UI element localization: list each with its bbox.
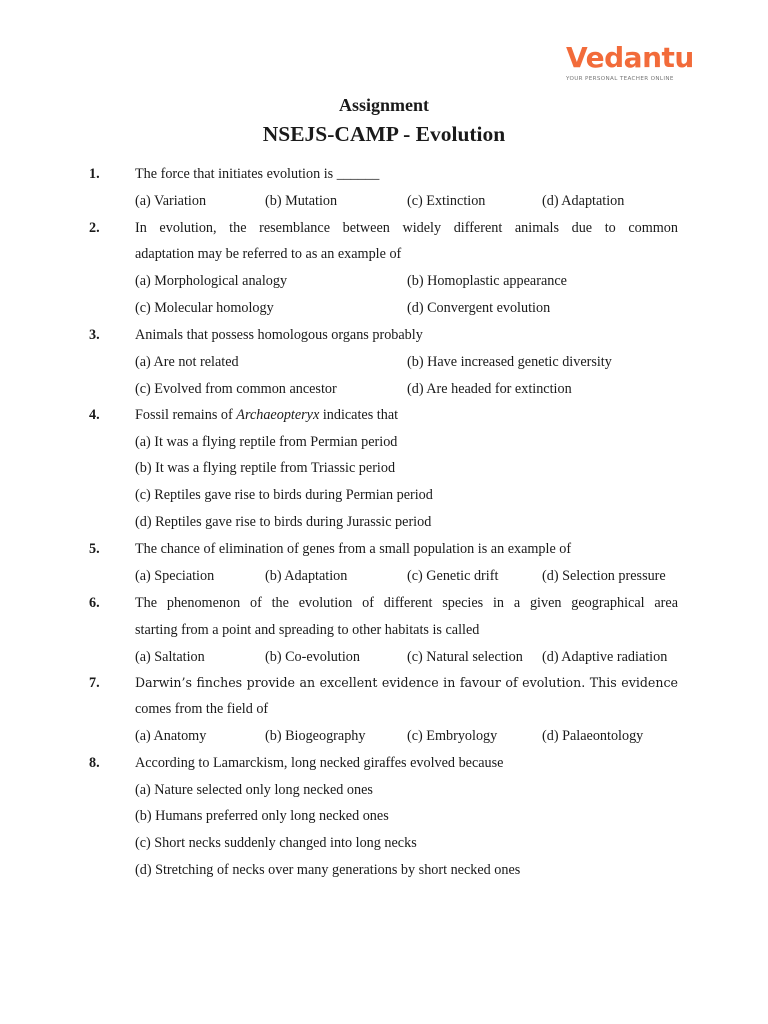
- option-b: (b) It was a flying reptile from Triassic period: [135, 460, 396, 476]
- option-c: (c) Embryology: [407, 728, 498, 744]
- option-a: (a) It was a flying reptile from Permian period: [135, 434, 398, 450]
- option-b: (b) Have increased genetic diversity: [407, 354, 612, 370]
- question-text: The force that initiates evolution is ______: [135, 166, 380, 182]
- logo-wordmark: Vedantu: [566, 41, 694, 74]
- option-d: (d) Convergent evolution: [407, 300, 551, 316]
- option-a: (a) Variation: [135, 193, 207, 209]
- option-b: (b) Biogeography: [265, 728, 366, 744]
- page-title: Assignment: [338, 95, 429, 115]
- option-a: (a) Are not related: [135, 354, 239, 370]
- option-d: (d) Stretching of necks over many generations by short necked ones: [135, 862, 521, 878]
- option-b: (b) Mutation: [265, 193, 338, 209]
- option-c: (c) Molecular homology: [135, 300, 274, 316]
- option-a: (a) Saltation: [135, 649, 205, 665]
- option-b: (b) Co-evolution: [265, 649, 360, 665]
- option-c: (c) Extinction: [407, 193, 486, 209]
- question-number: 2.: [89, 220, 100, 236]
- question-number: 7.: [89, 675, 100, 691]
- option-b: (b) Homoplastic appearance: [407, 273, 567, 289]
- page-subtitle: NSEJS-CAMP - Evolution: [262, 122, 506, 146]
- question-text: adaptation may be referred to as an example of: [135, 246, 402, 262]
- option-c: (c) Genetic drift: [407, 568, 499, 584]
- option-a: (a) Speciation: [135, 568, 215, 584]
- option-d: (d) Reptiles gave rise to birds during Jurassic period: [135, 514, 432, 530]
- option-c: (c) Natural selection: [407, 649, 523, 665]
- option-a: (a) Nature selected only long necked ones: [135, 782, 373, 798]
- logo-tagline: YOUR PERSONAL TEACHER ONLINE: [566, 76, 674, 82]
- option-d: (d) Adaptive radiation: [542, 649, 668, 665]
- question-text: [135, 405, 678, 425]
- question-text: comes from the field of: [135, 701, 269, 717]
- question-text-part: indicates that: [319, 407, 399, 423]
- question-number: 8.: [89, 755, 100, 771]
- question-number: 1.: [89, 166, 100, 182]
- question-number: 3.: [89, 327, 100, 343]
- option-b: (b) Humans preferred only long necked ones: [135, 808, 389, 824]
- option-d: (d) Selection pressure: [542, 568, 666, 584]
- question-number: 6.: [89, 595, 100, 611]
- option-c: (c) Reptiles gave rise to birds during Permian period: [135, 487, 433, 503]
- option-b: (b) Adaptation: [265, 568, 348, 584]
- question-text: Darwin’s finches provide an excellent evidence in favour of evolution. This evidence: [135, 675, 678, 690]
- question-text: In evolution, the resemblance between widely different animals due to common: [135, 220, 678, 236]
- question-text: Animals that possess homologous organs probably: [135, 327, 423, 343]
- question-number: 5.: [89, 541, 100, 557]
- species-name: Archaeopteryx: [236, 407, 320, 423]
- option-d: (d) Are headed for extinction: [407, 381, 572, 397]
- question-text: The phenomenon of the evolution of different species in a given geographical area: [135, 595, 678, 611]
- option-c: (c) Short necks suddenly changed into long necks: [135, 835, 417, 851]
- option-a: (a) Anatomy: [135, 728, 207, 744]
- option-d: (d) Palaeontology: [542, 728, 644, 744]
- question-text-part: Fossil remains of: [135, 407, 237, 423]
- option-d: (d) Adaptation: [542, 193, 625, 209]
- question-text: According to Lamarckism, long necked giraffes evolved because: [135, 755, 504, 771]
- option-c: (c) Evolved from common ancestor: [135, 381, 337, 397]
- question-text: The chance of elimination of genes from a small population is an example of: [135, 541, 572, 557]
- question-text: starting from a point and spreading to other habitats is called: [135, 622, 480, 638]
- vedantu-logo: [566, 41, 694, 87]
- question-number: 4.: [89, 407, 100, 423]
- option-a: (a) Morphological analogy: [135, 273, 288, 289]
